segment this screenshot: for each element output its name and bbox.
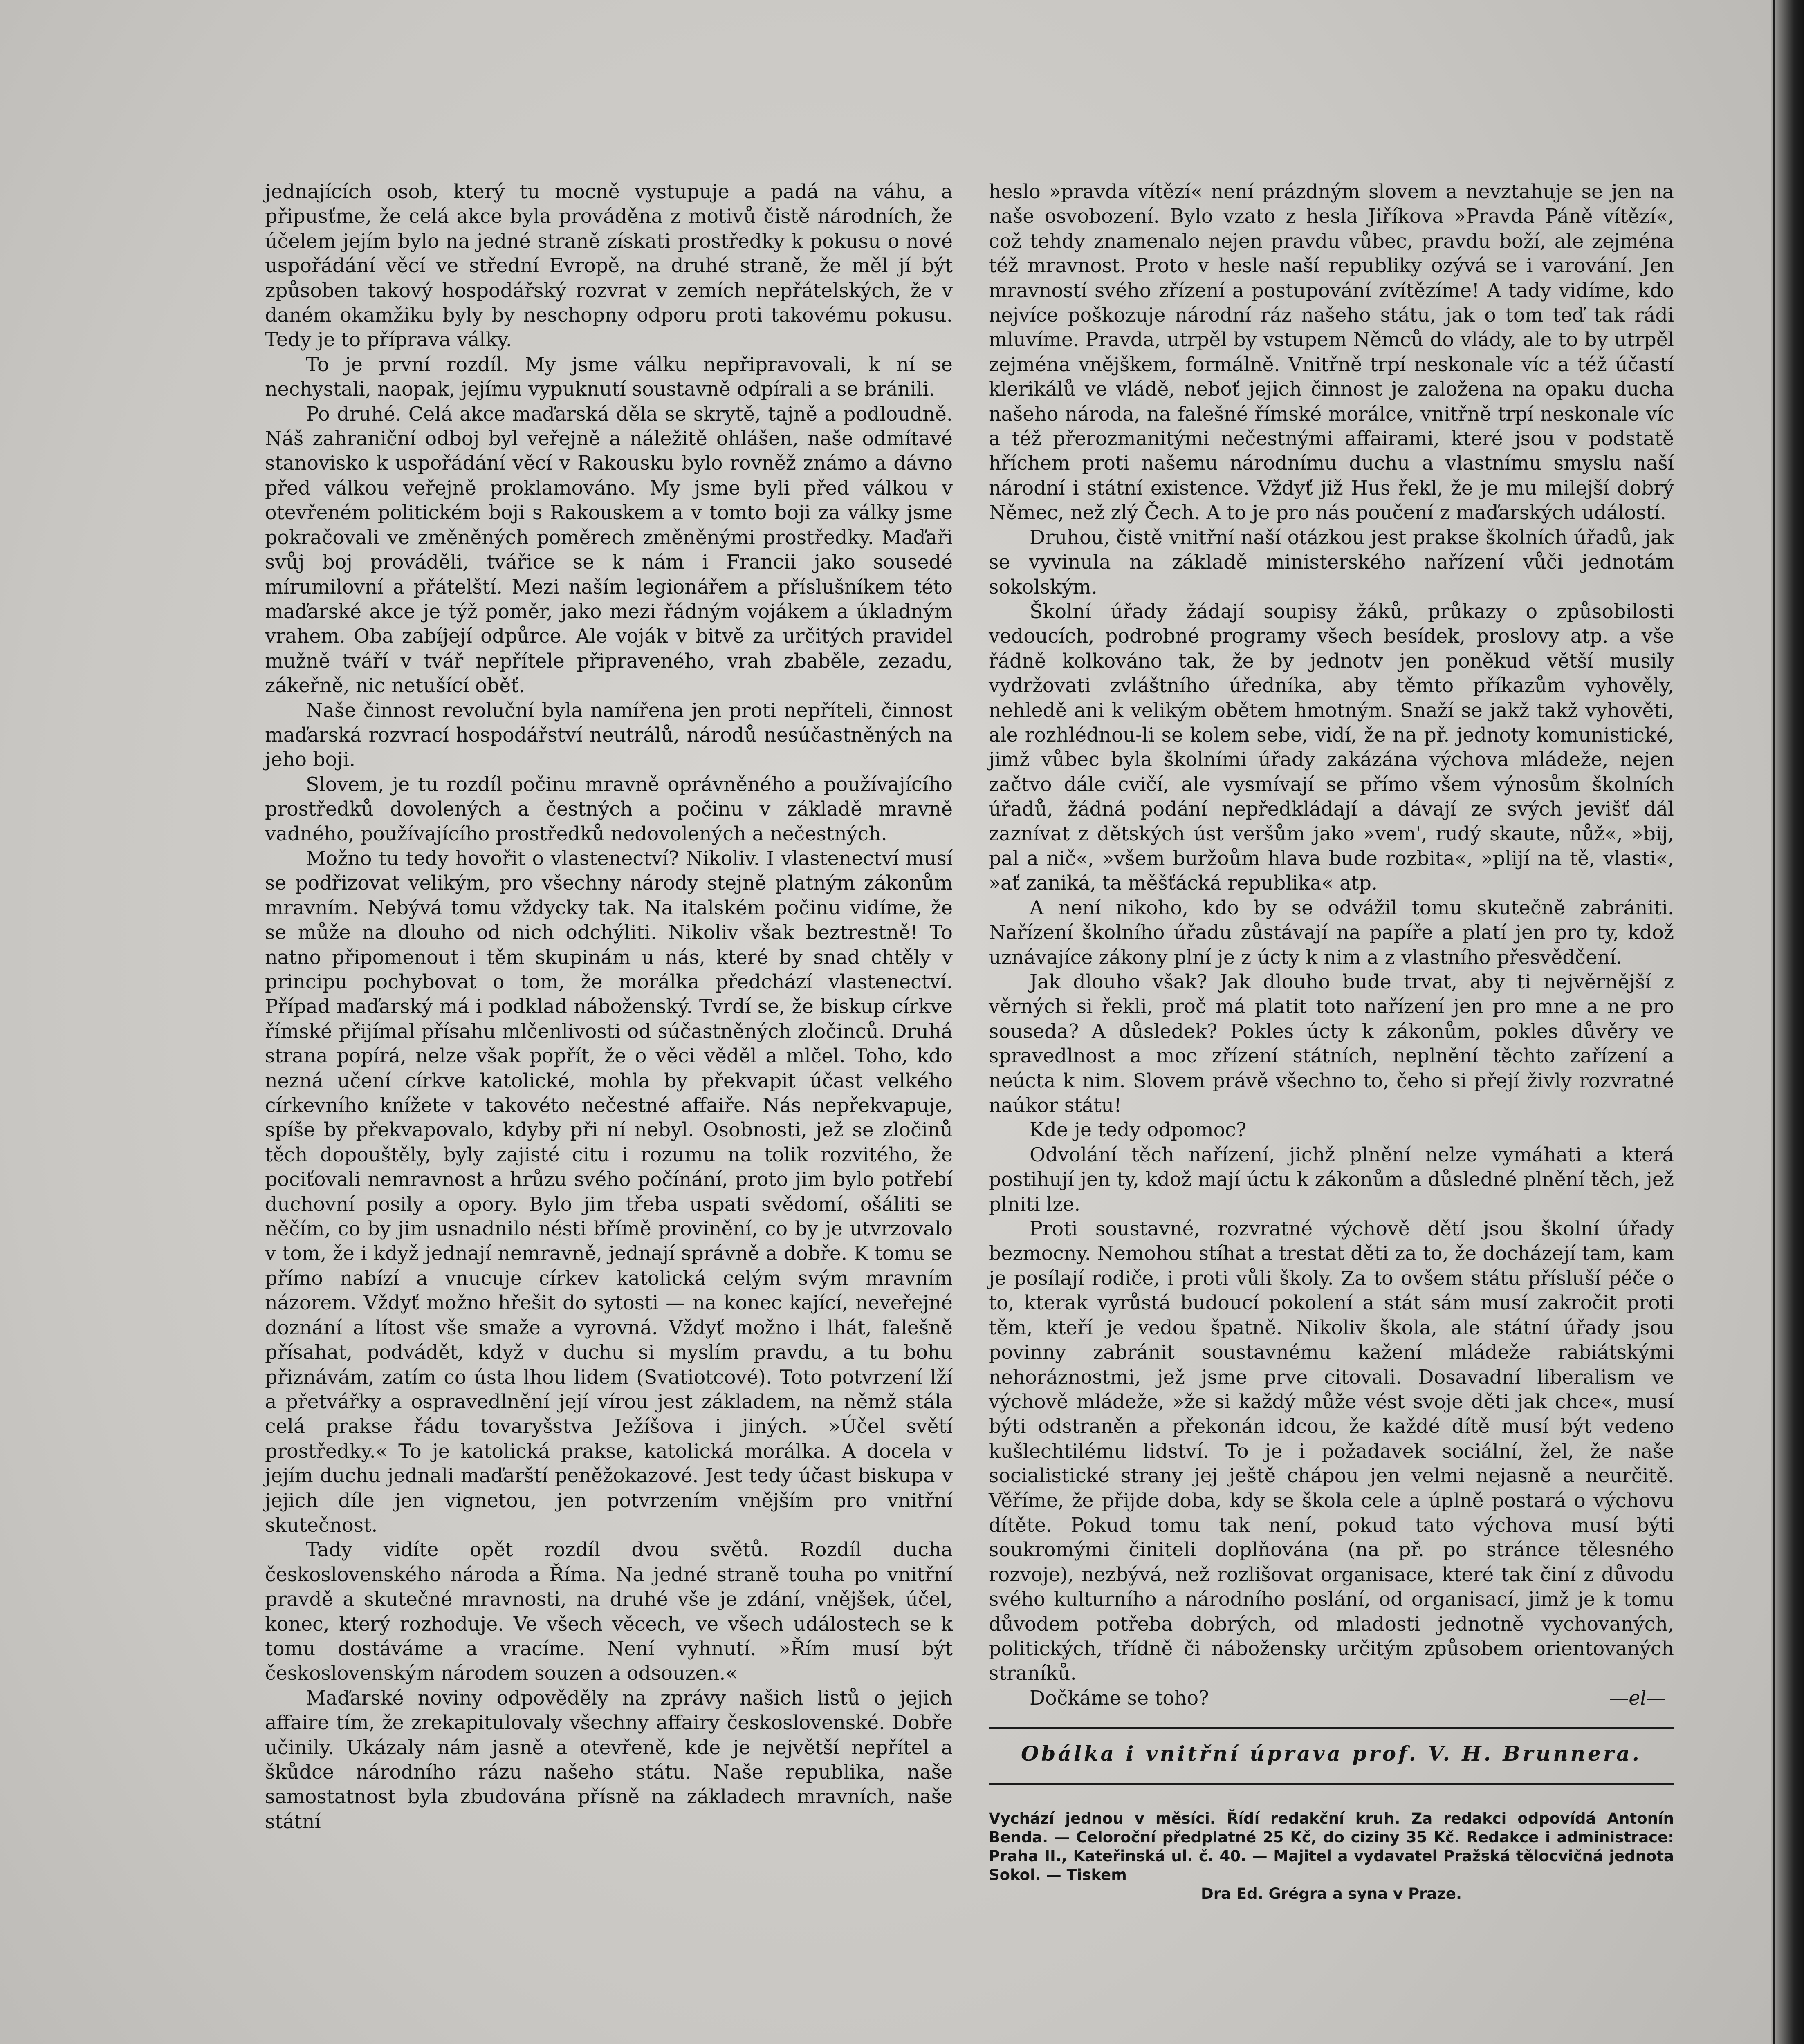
author-signature: —el— [1609,1687,1666,1710]
paragraph: heslo »pravda vítězí« není prázdným slovem a nevztahuje se jen na naše osvobození. Bylo vzato z hesla Jiříkova »Pravda Páně vítězí«, což tehdy znamenalo nejen pravdu vůbec, pravdu boží, ale zejména též mravnost. Proto v hesle naší republiky ozývá se i varování. Jen mravností svého zřízení a postupování zvítězíme! A tady vidíme, kdo nejvíce poškozuje národní ráz našeho státu, jak o tom teď tak rádi mluvíme. Pravda, utrpěl by vstupem Němců do vlády, ale to by utrpěl zejména vnějškem, formálně. Vnitřně trpí neskonale víc a též účastí klerikálů ve vládě, neboť jejich činnost je založena na opaku ducha našeho národa, na falešné římské morálce, vnitřně trpí neskonale víc a též přerozmanitými nečestnými affairami, které jsou v podstatě hříchem proti našemu národnímu duchu a vlastnímu smyslu naší národní i státní existence. Vždyť již Hus řekl, že je mu milejší dobrý Němec, než zlý Čech. A to je pro nás poučení z maďarských událostí. [989,181,1674,524]
separator-rule-bottom [989,1783,1674,1785]
paragraph: To je první rozdíl. My jsme válku nepřipravovali, k ní se nechystali, naopak, jejímu vypuknutí soustavně odpírali a se bránili. [265,353,953,401]
paragraph: Odvolání těch nařízení, jichž plnění nelze vymáhati a která postihují jen ty, kdož mají úctu k zákonům a důsledné plnění těch, jež plniti lze. [989,1143,1674,1216]
paragraph: Školní úřady žádají soupisy žáků, průkazy o způsobilosti vedoucích, podrobné programy všech besídek, proslovy atp. a vše řádně kolkováno tak, že by jednotv jen poněkud větší musily vydržovati zvláštního úředníka, aby těmto příkazům vyhověly, nehledě ani k velikým obětem hmotným. Snaží se jakž takž vyhověti, ale rozhlédnou-li se kolem sebe, vidí, že na př. jednoty komunistické, jimž vůbec byla školními úřady zakázána výchova mládeže, nejen začtvo dále cvičí, ale vysmívají se přímo všem výnosům školních úřadů, žádná podání nepředkládají a dávají ze svých jevišť dál zaznívat z dětských úst veršům jako »vem', rudý skaute, nůž«, »bij, pal a nič«, »všem buržoům hlava bude rozbita«, »plijí na tě, vlasti«, »ať zaniká, ta měšťácká republika« atp. [989,600,1674,895]
imprint-text: Vychází jednou v měsíci. Řídí redakční kruh. Za redakci odpovídá Antonín Benda. — Celoroční předplatné 25 Kč, do ciziny 35 Kč. Redakce i administrace: Praha II., Kateřinská ul. č. 40. — Majitel a vydavatel Pražská tělocvičná jednota Sokol. — Tiskem [989,1809,1674,1884]
paragraph: Kde je tedy odpomoc? [1030,1119,1247,1142]
page-border-line [1773,0,1775,2044]
design-credit: Obálka i vnitřní úprava prof. V. H. Brunnera. [1021,1741,1642,1766]
paragraph: Tady vidíte opět rozdíl dvou světů. Rozdíl ducha československého národa a Říma. Na jedné straně touha po vnitřní pravdě a skutečné mravnosti, na druhé vše je zdání, vnějšek, účel, konec, který rozhoduje. Ve všech věcech, ve všech událostech se k tomu dostáváme a vracíme. Není vyhnutí. »Řím musí být československým národem souzen a odsouzen.« [265,1539,953,1685]
imprint-printer: Dra Ed. Grégra a syna v Praze. [1201,1885,1462,1903]
separator-rule-top [989,1727,1674,1729]
paragraph: jednajících osob, který tu mocně vystupuje a padá na váhu, a připusťme, že celá akce byla prováděna z motivů čistě národních, že účelem jejím bylo na jedné straně získati prostředky k pokusu o nové uspořádání věcí ve střední Evropě, na druhé straně, že měl jí být způsoben takový hospodářský rozvrat v zemích nepřátelských, že v daném okamžiku byly by neschopny odporu proti takovému pokusu. Tedy je to příprava války. [265,181,953,352]
paragraph: A není nikoho, kdo by se odvážil tomu skutečně zabrániti. Nařízení školního úřadu zůstávají na papíře a platí jen pro ty, kdož uznávajíce zákony plní je z úcty k nim a z vlastního přesvědčení. [989,896,1674,969]
paragraph: Naše činnost revoluční byla namířena jen proti nepříteli, činnost maďarská rozvrací hospodářství neutrálů, národů nesúčastněných na jeho boji. [265,699,953,771]
closing-line [989,1686,1674,1711]
scan-edge-shadow [1771,0,1804,2044]
paragraph: Jak dlouho však? Jak dlouho bude trvat, aby ti nejvěrnější z věrných si řekli, proč má platit toto nařízení jen pro mne a ne pro souseda? A důsledek? Pokles úcty k zákonům, pokles důvěry ve spravedlnost a moc zřízení státních, neplnění těchto zařízení a neúcta k nim. Slovem právě všechno to, čeho si přejí živly rozvratné naúkor státu! [989,971,1674,1117]
closing-question: Dočkáme se toho? [1030,1687,1209,1710]
publication-imprint [989,1809,1674,1903]
right-text-column [989,180,1674,1903]
paragraph: Slovem, je tu rozdíl počinu mravně oprávněného a používajícího prostředků dovolených a čestných a počinu v základě mravně vadného, používajícího prostředků nedovolených a nečestných. [265,773,953,845]
paragraph: Po druhé. Celá akce maďarská děla se skrytě, tajně a podloudně. Náš zahraniční odboj byl veřejně a náležitě ohlášen, naše odmítavé stanovisko k uspořádání věcí v Rakousku bylo rovněž známo a dávno před válkou veřejně proklamováno. My jsme byli před válkou v otevřeném politickém boji s Rakouskem a v tomto boji za války jsme pokračovali ve změněných poměrech změněnými prostředky. Maďaři svůj boj prováděli, tvářice se k nám i Francii jako sousedé mírumilovní a přátelští. Mezi naším legionářem a příslušníkem této maďarské akce je týž poměr, jako mezi řádným vojákem a úkladným vrahem. Oba zabíjejí odpůrce. Ale voják v bitvě za určitých pravidel mužně tváří v tvář nepřítele připraveného, vrah zbaběle, zezadu, zákeřně, nic netušící oběť. [265,403,953,697]
left-text-column [265,180,953,1834]
paragraph: Maďarské noviny odpověděly na zprávy našich listů o jejich affaire tím, že zrekapitulovaly všechny affairy československé. Dobře učinily. Ukázaly nám jasně a otevřeně, kde je největší nepřítel a škůdce národního rázu našeho státu. Naše republika, naše samostatnost byla zbudována přísně na základech mravních, naše státní [265,1687,953,1833]
paragraph: Proti soustavné, rozvratné výchově dětí jsou školní úřady bezmocny. Nemohou stíhat a trestat děti za to, že docházejí tam, kam je posílají rodiče, i proti vůli školy. Za to ovšem státu přísluší péče o to, kterak vyrůstá budoucí pokolení a stát sám musí zakročit proti těm, kteří je vedou špatně. Nikoliv škola, ale státní úřady jsou povinny zabránit soustavnému kažení mládeže rabiátskými nehoráznostmi, jež jsme prve citovali. Dosavadní liberalism ve výchově mládeže, »že si každý může vést svoje děti jak chce«, musí býti odstraněn a překonán idcou, že každé dítě musí být vedeno kušlechtilému lidství. To je i požadavek sociální, žel, že naše socialistické strany jej ještě chápou jen velmi nejasně a neurčitě. Věříme, že přijde doba, kdy se škola cele a úplně postará o výchovu dítěte. Pokud tomu tak není, pokud tato výchova musí býti soukromými činiteli doplňována (na př. po stránce tělesného rozvoje), nezbývá, než rozlišovat organisace, které tak činí z důvodu svého kulturního a národního poslání, od organisací, jimž je k tomu důvodem potřeba dobrých, od mladosti jednotně vychovaných, politických, třídně či nábožensky určitým způsobem orientovaných straníků. [989,1218,1674,1685]
paragraph: Možno tu tedy hovořit o vlastenectví? Nikoliv. I vlastenectví musí se podřizovat velikým, pro všechny národy stejně platným zákonům mravním. Nebývá tomu vždycky tak. Na italském počinu vidíme, že se může na dlouho od nich odchýliti. Nikoliv však beztrestně! To natno připomenout i těm skupinám u nás, které by snad chtěly v principu pochybovat o tom, že morálka předchází vlastenectví. Případ maďarský má i podklad náboženský. Tvrdí se, že biskup církve římské přijímal přísahu mlčenlivosti od súčastněných zločinců. Druhá strana popírá, nelze však popřít, že o věci věděl a mlčel. Toho, kdo nezná učení církve katolické, mohla by překvapit účast velkého církevního knížete v takovéto nečestné affaiře. Nás nepřekvapuje, spíše by překvapovalo, kdyby při ní nebyl. Osobnosti, jež se zločinů těch dopouštěly, byly zajisté citu i rozumu na tolik rozvitého, že pociťovali nemravnost a hrůzu svého počínání, proto jim bylo potřebí duchovní posily a opory. Bylo jim třeba uspati svědomí, ošáliti se něčím, co by jim usnadnilo nésti břímě provinění, co by je utvrzovalo v tom, že i když jednají nemravně, jednají správně a dobře. K tomu se přímo nabízí a vnucuje církev katolická celým svým mravním názorem. Vždyť možno hřešit do sytosti — na konec kající, neveřejné doznání a lítost vše smaže a vyrovná. Vždyť možno i lhát, falešně přísahat, podvádět, když v duchu si myslím pravdu, a tu bohu přiznávám, zatím co ústa lhou lidem (Svatiotcové). Toto potvrzení lží a přetvářky a ospravedlnění její vírou jest základem, na němž stála celá prakse řádu tovaryšstva Ježíšova i jiných. »Účel světí prostředky.« To je katolická prakse, katolická morálka. A docela v jejím duchu jednali maďarští peněžokazové. Jest tedy účast biskupa v jejich díle jen vignetou, jen potvrzením vnějším pro vnitřní skutečnost. [265,847,953,1537]
right-paragraphs [989,180,1674,1686]
paragraph: Druhou, čistě vnitřní naší otázkou jest prakse školních úřadů, jak se vyvinula na základě ministerského nařízení vůči jednotám sokolským. [989,526,1674,598]
